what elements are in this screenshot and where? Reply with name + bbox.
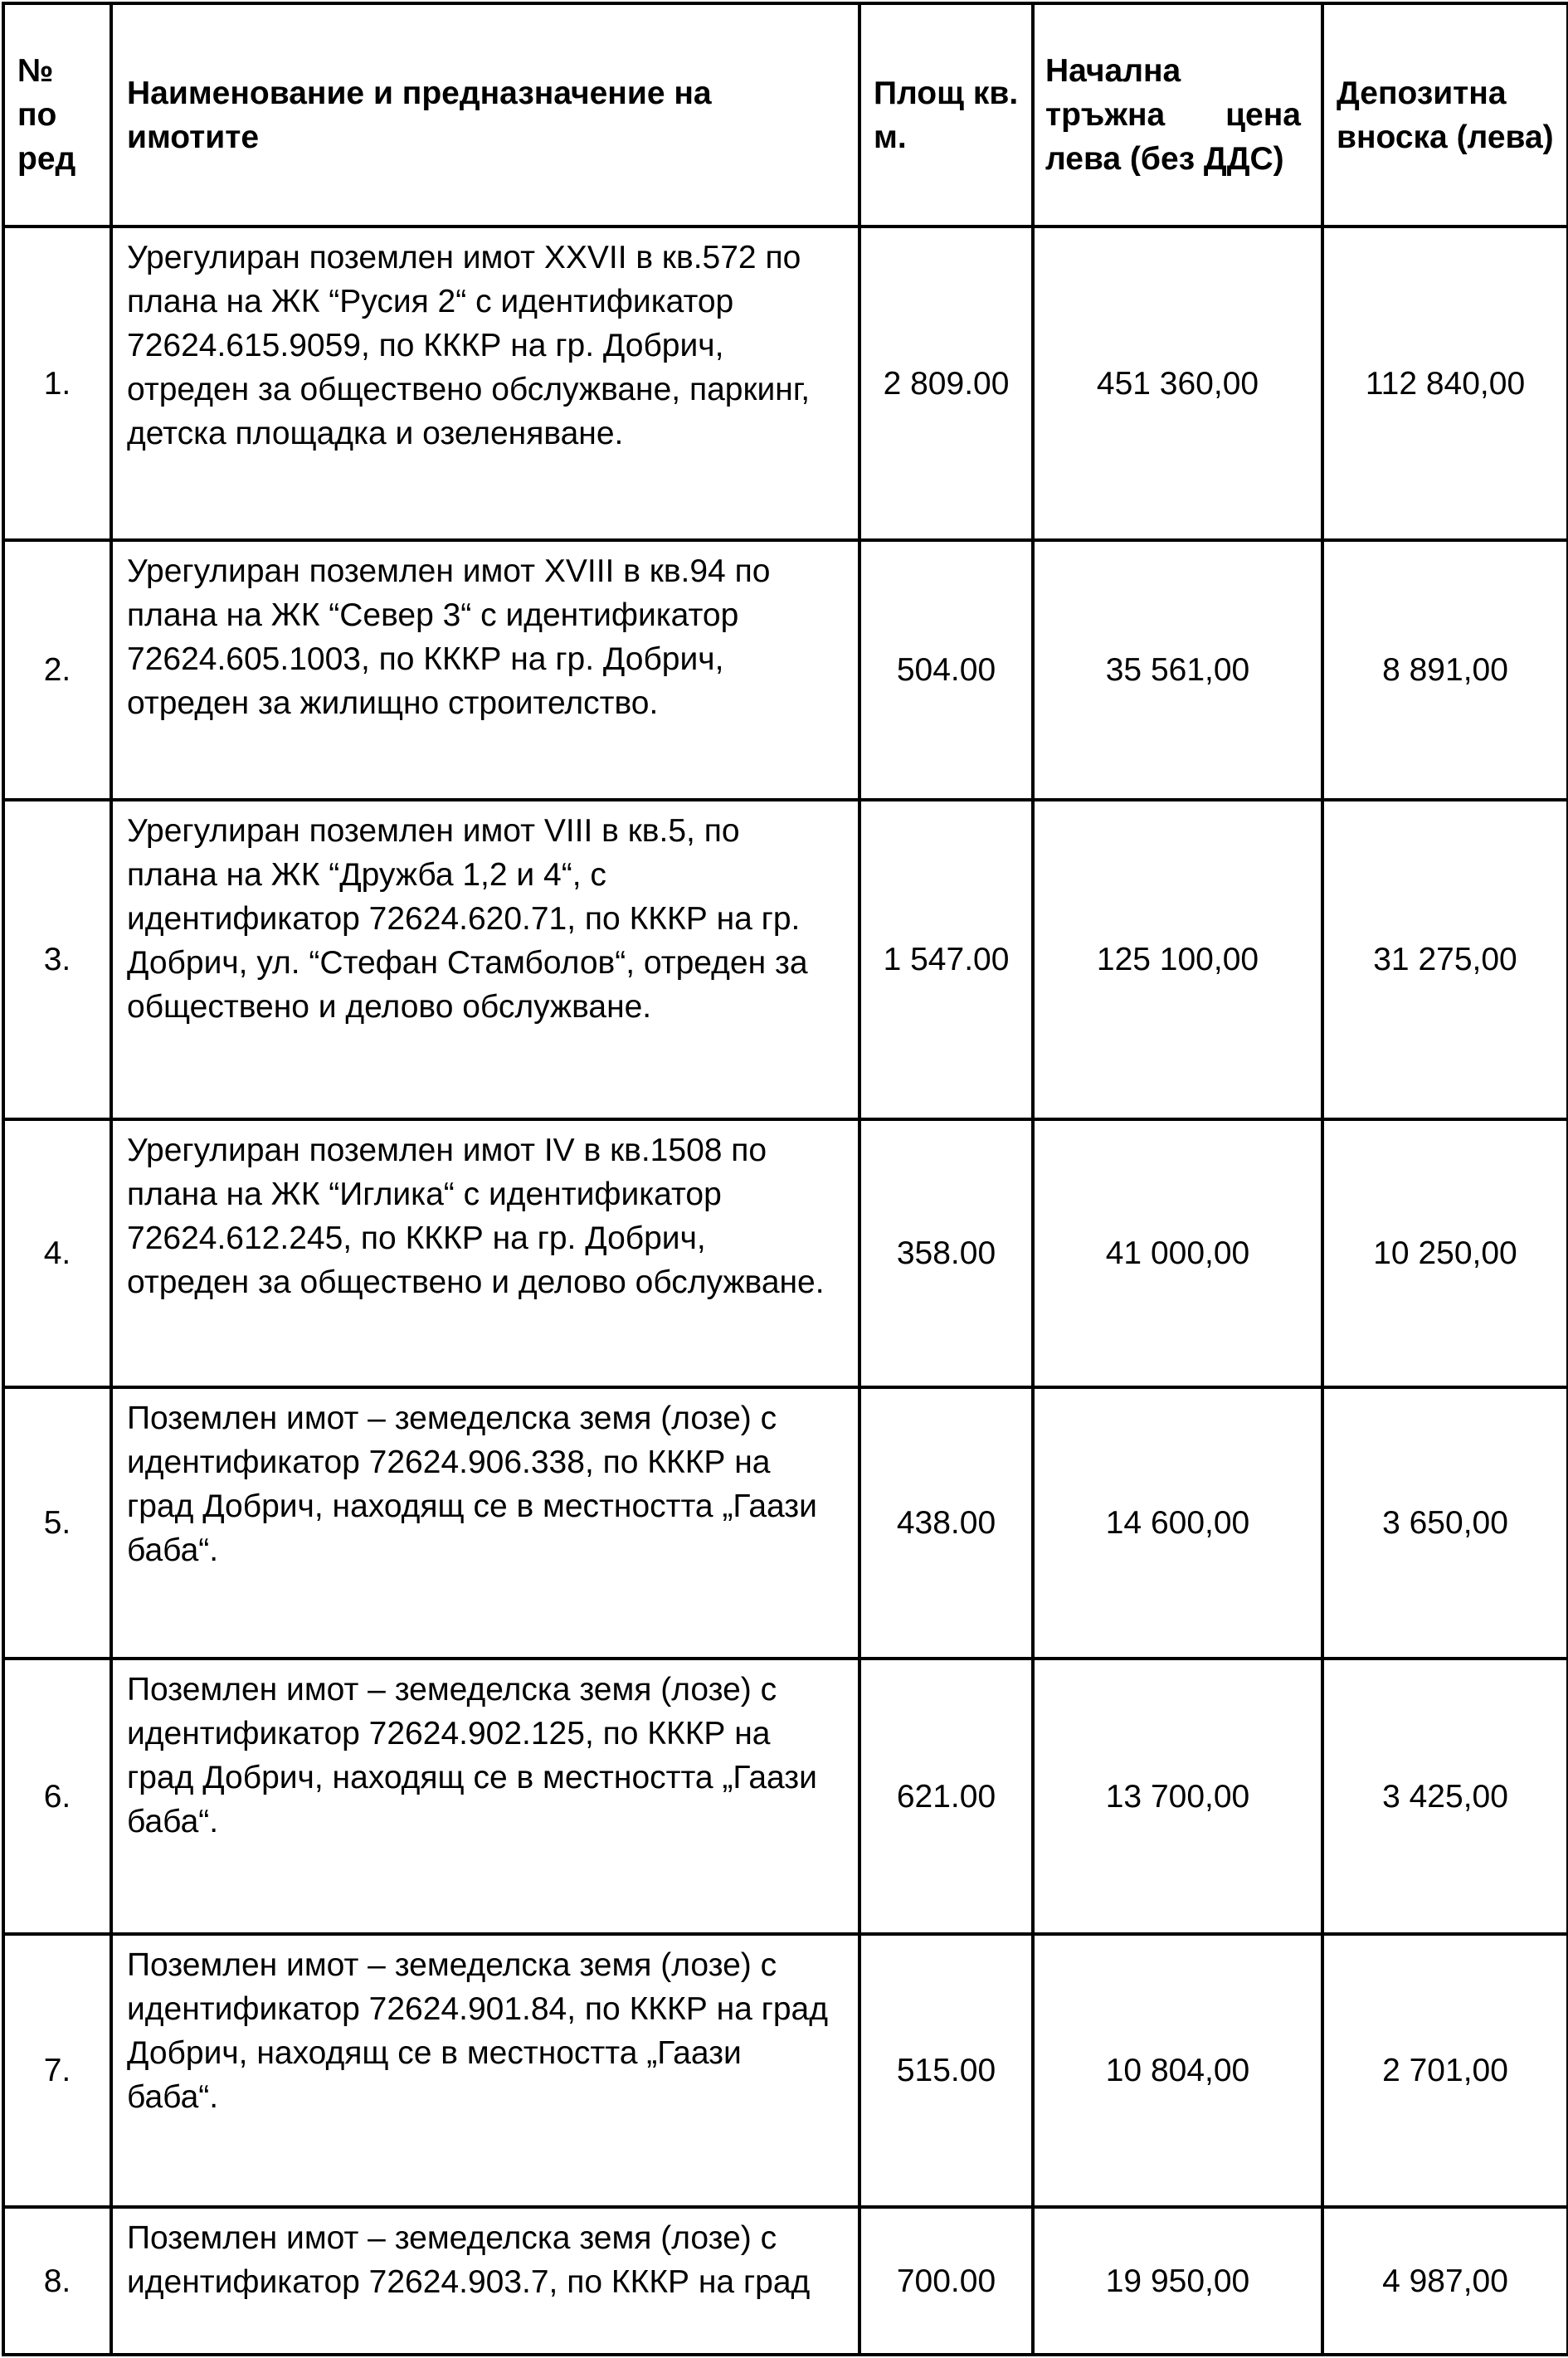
table-row <box>3 1119 1568 1387</box>
table-row <box>3 1934 1568 2207</box>
cell-price: 41 000,00 <box>1033 1119 1322 1387</box>
cell-property-name: Урегулиран поземлен имот XVIII в кв.94 по плана на ЖК “Север 3“ с идентификатор 72624.605.1003, по КККР на гр. Добрич, отреден за жилищно строителство. <box>111 540 859 800</box>
cell-property-name: Поземлен имот – земеделска земя (лозе) с идентификатор 72624.902.125, по КККР на град Добрич, находящ се в местността „Гаази баба“. <box>111 1659 859 1934</box>
cell-row-number: 1. <box>3 227 111 540</box>
cell-deposit: 3 425,00 <box>1322 1659 1568 1934</box>
cell-price: 13 700,00 <box>1033 1659 1322 1934</box>
cell-deposit: 3 650,00 <box>1322 1387 1568 1659</box>
table-row <box>3 800 1568 1119</box>
cell-area: 515.00 <box>859 1934 1033 2207</box>
cell-row-number: 8. <box>3 2207 111 2355</box>
table-row <box>3 1659 1568 1934</box>
cell-row-number: 6. <box>3 1659 111 1934</box>
column-header-num: № по ред <box>3 3 111 227</box>
column-header-name: Наименование и предназначение на имотите <box>111 3 859 227</box>
cell-price: 35 561,00 <box>1033 540 1322 800</box>
cell-price: 451 360,00 <box>1033 227 1322 540</box>
table-row <box>3 1387 1568 1659</box>
cell-deposit: 31 275,00 <box>1322 800 1568 1119</box>
cell-row-number: 7. <box>3 1934 111 2207</box>
cell-area: 358.00 <box>859 1119 1033 1387</box>
cell-price: 14 600,00 <box>1033 1387 1322 1659</box>
cell-deposit: 10 250,00 <box>1322 1119 1568 1387</box>
cell-property-name: Урегулиран поземлен имот VIII в кв.5, по плана на ЖК “Дружба 1,2 и 4“, с идентификатор 72624.620.71, по КККР на гр. Добрич, ул. “Стефан Стамболов“, отреден за обществено и делово обслужване. <box>111 800 859 1119</box>
properties-table <box>2 2 1568 2356</box>
header-row <box>3 3 1568 227</box>
cell-area: 700.00 <box>859 2207 1033 2355</box>
cell-area: 438.00 <box>859 1387 1033 1659</box>
cell-property-name: Урегулиран поземлен имот IV в кв.1508 по плана на ЖК “Иглика“ с идентификатор 72624.612.245, по КККР на гр. Добрич, отреден за обществено и делово обслужване. <box>111 1119 859 1387</box>
cell-area: 1 547.00 <box>859 800 1033 1119</box>
cell-area: 2 809.00 <box>859 227 1033 540</box>
cell-deposit: 8 891,00 <box>1322 540 1568 800</box>
cell-area: 621.00 <box>859 1659 1033 1934</box>
table-row <box>3 2207 1568 2355</box>
cell-property-name: Поземлен имот – земеделска земя (лозе) с идентификатор 72624.903.7, по КККР на град <box>111 2207 859 2355</box>
cell-property-name: Урегулиран поземлен имот XXVII в кв.572 по плана на ЖК “Русия 2“ с идентификатор 72624.615.9059, по КККР на гр. Добрич, отреден за обществено обслужване, паркинг, детска площадка и озеленяване. <box>111 227 859 540</box>
cell-area: 504.00 <box>859 540 1033 800</box>
cell-row-number: 3. <box>3 800 111 1119</box>
cell-deposit: 4 987,00 <box>1322 2207 1568 2355</box>
cell-price: 19 950,00 <box>1033 2207 1322 2355</box>
column-header-deposit: Депозитна вноска (лева) <box>1322 3 1568 227</box>
table-row <box>3 227 1568 540</box>
cell-price: 10 804,00 <box>1033 1934 1322 2207</box>
cell-price: 125 100,00 <box>1033 800 1322 1119</box>
cell-row-number: 5. <box>3 1387 111 1659</box>
cell-deposit: 2 701,00 <box>1322 1934 1568 2207</box>
cell-property-name: Поземлен имот – земеделска земя (лозе) с идентификатор 72624.901.84, по КККР на град Добрич, находящ се в местността „Гаази баба“. <box>111 1934 859 2207</box>
column-header-area: Площ кв. м. <box>859 3 1033 227</box>
cell-property-name: Поземлен имот – земеделска земя (лозе) с идентификатор 72624.906.338, по КККР на град Добрич, находящ се в местността „Гаази баба“. <box>111 1387 859 1659</box>
column-header-price: Начална тръжна цена лева (без ДДС) <box>1033 3 1322 227</box>
cell-deposit: 112 840,00 <box>1322 227 1568 540</box>
cell-row-number: 4. <box>3 1119 111 1387</box>
table-row <box>3 540 1568 800</box>
cell-row-number: 2. <box>3 540 111 800</box>
